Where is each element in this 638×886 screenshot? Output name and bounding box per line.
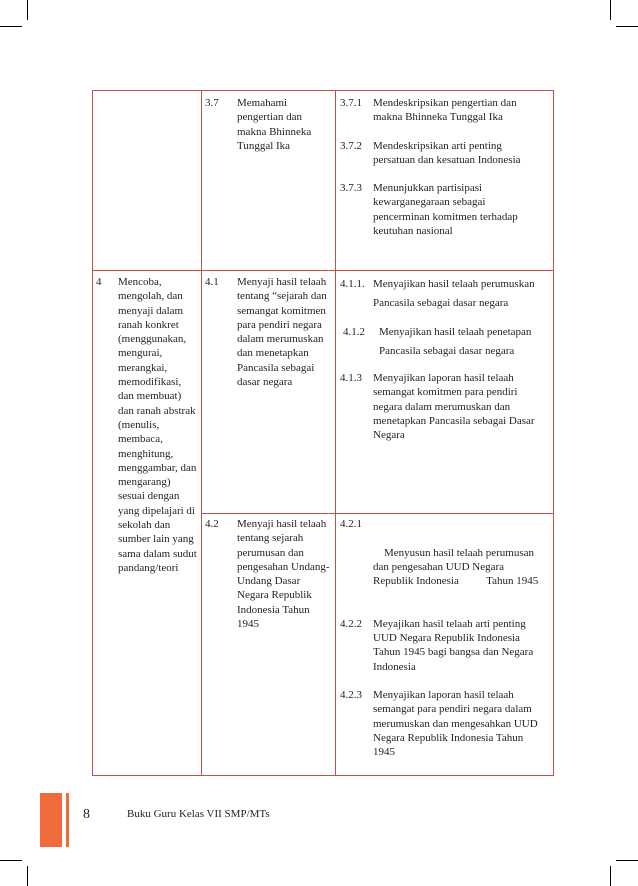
crop-mark xyxy=(610,0,611,20)
indicator-cell-3-7 xyxy=(340,96,540,252)
indicator-text: Menunjukkan partisipasi kewarganegaraan sebagai pencerminan komitmen terhadap keutuhan nasional xyxy=(373,182,518,238)
indicator-4-1-1 xyxy=(340,275,545,313)
indicator-number: 3.7.2 xyxy=(340,139,362,152)
indicator-number: 4.1.1. xyxy=(340,278,365,290)
indicator-text: Mendeskripsikan arti penting persatuan dan kesatuan Indonesia xyxy=(373,139,521,166)
ki-4 xyxy=(96,275,199,575)
ki-cell-4 xyxy=(96,275,199,575)
indicator-number: 3.7.1 xyxy=(340,97,362,109)
indicator-4-2-1 xyxy=(340,517,545,603)
indicator-text: Meyajikan hasil telaah arti penting UUD Negara Republik Indonesia Tahun 1945 bagi bangsa dan Negara Indonesia xyxy=(373,617,534,673)
footer-accent-bar xyxy=(40,793,62,847)
kd-text: Menyaji hasil telaah tentang “sejarah dan semangat komitmen para pendiri negara dalam merumuskan dan menetapkan Pancasila sebagai dasar negara xyxy=(237,276,327,389)
indicator-4-1-2 xyxy=(343,323,545,361)
kd-3-7 xyxy=(205,96,331,153)
crop-mark xyxy=(610,866,611,886)
ki-number: 4 xyxy=(96,276,102,288)
indicator-text: Menyajikan laporan hasil telaah semangat para pendiri negara dalam merumuskan dan mengesahkan UUD Negara Republik Indonesia Tahun 1945 xyxy=(373,688,538,759)
kd-number: 4.2 xyxy=(205,518,219,530)
kd-text: Memahami pengertian dan makna Bhinneka Tunggal Ika xyxy=(237,97,312,152)
indicator-3-7-3 xyxy=(340,181,540,238)
kd-cell-3-7 xyxy=(205,96,331,153)
crop-mark xyxy=(27,0,28,20)
indicator-cell-4-2 xyxy=(340,517,545,773)
kd-number: 4.1 xyxy=(205,276,219,288)
crop-mark xyxy=(0,26,22,27)
indicator-number: 3.7.3 xyxy=(340,182,362,195)
indicator-number: 4.1.2 xyxy=(343,326,365,338)
crop-mark xyxy=(616,860,638,861)
indicator-text: Mendeskripsikan pengertian dan makna Bhinneka Tunggal Ika xyxy=(373,97,517,124)
indicator-number: 4.2.2 xyxy=(340,617,362,630)
footer-accent-line xyxy=(66,793,69,847)
indicator-text: Menyajikan laporan hasil telaah semangat komitmen para pendiri negara dalam merumuskan dan menetapkan Pancasila sebagai Dasar Negara xyxy=(373,372,535,442)
kd-number: 3.7 xyxy=(205,97,219,109)
indicator-4-2-2 xyxy=(340,617,545,674)
indicator-3-7-1 xyxy=(340,96,540,125)
indicator-number: 4.2.3 xyxy=(340,688,362,701)
footer-title: Buku Guru Kelas VII SMP/MTs xyxy=(127,808,270,820)
table-divider xyxy=(201,90,202,776)
indicator-3-7-2 xyxy=(340,139,540,168)
crop-mark xyxy=(616,26,638,27)
table-divider xyxy=(201,513,554,514)
kd-4-2 xyxy=(205,517,331,631)
kd-4-1 xyxy=(205,275,331,389)
ki-text: Mencoba, mengolah, dan menyaji dalam ranah konkret (menggunakan, mengurai, merangkai, memodifikasi, dan membuat) dan ranah abstrak (menulis, membaca, menghitung, menggambar, dan mengarang) sesuai dengan yang dipelajari di sekolah dan sumber lain yang sama dalam sudut pandang/teori xyxy=(118,276,197,574)
kd-cell-4-2 xyxy=(205,517,331,631)
indicator-4-1-3 xyxy=(340,371,545,442)
kd-cell-4-1 xyxy=(205,275,331,389)
indicator-4-2-3 xyxy=(340,688,545,759)
table-divider xyxy=(92,270,554,271)
crop-mark xyxy=(27,866,28,886)
indicator-cell-4-1 xyxy=(340,275,545,456)
crop-mark xyxy=(0,860,22,861)
table-divider xyxy=(335,90,336,776)
indicator-text: Menyusun hasil telaah perumusan dan pengesahan UUD Negara Republik Indonesia Tahun 1945 xyxy=(373,546,539,588)
indicator-number: 4.1.3 xyxy=(340,372,362,384)
kd-text: Menyaji hasil telaah tentang sejarah perumusan dan pengesahan Undang- Undang Dasar Negara Republik Indonesia Tahun 1945 xyxy=(237,518,330,631)
indicator-number: 4.2.1 xyxy=(340,518,362,530)
indicator-text: Menyajikan hasil telaah penetapan Pancasila sebagai dasar negara xyxy=(379,326,532,357)
page-number: 8 xyxy=(83,807,90,822)
indicator-text: Menyajikan hasil telaah perumuskan Pancasila sebagai dasar negara xyxy=(373,278,535,309)
